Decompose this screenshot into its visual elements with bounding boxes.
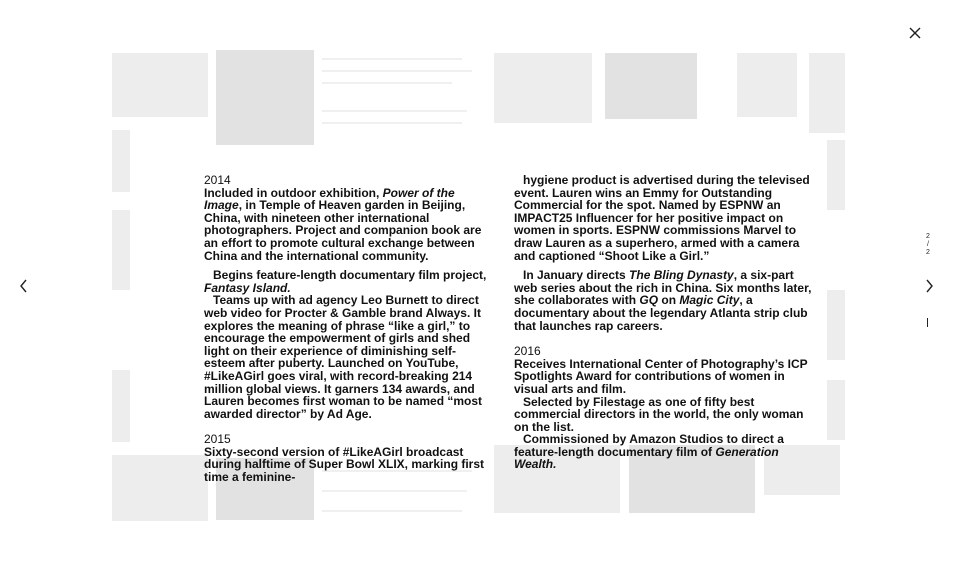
paragraph (204, 269, 496, 294)
background-photo (494, 53, 592, 123)
bio-text-right-column (514, 174, 814, 471)
text: Included in outdoor exhibition, (204, 185, 383, 200)
background-photo (737, 53, 797, 117)
text: , in Temple of Heaven garden in Beijing, China, with nineteen other international photographers. Project and companion book are an effort to promote cultural exchange between China and the international community. (204, 198, 482, 263)
page-counter-current: 2 (926, 233, 930, 240)
year-heading: 2016 (514, 344, 541, 359)
paragraph: Selected by Filestage as one of fifty best commercial directors in the world, the only woman on the list. (514, 394, 804, 434)
background-photo (216, 50, 314, 145)
background-photo (112, 370, 130, 442)
page-counter-total: 2 (926, 249, 930, 256)
text: on (658, 293, 680, 308)
year-heading: 2015 (204, 432, 231, 447)
text: , a six-part web series about the rich in China. Six months later, she collaborates with (514, 268, 812, 308)
text: Commissioned by Amazon Studios to direct a feature-length documentary film of (514, 432, 784, 459)
chevron-right-icon (919, 276, 939, 296)
film-title: Generation Wealth. (514, 444, 779, 472)
background-text-line (322, 58, 462, 60)
background-photo (605, 53, 697, 119)
background-photo (827, 140, 845, 210)
chevron-left-icon (14, 276, 34, 296)
close-button[interactable] (905, 23, 925, 43)
background-photo (112, 130, 130, 192)
text: Begins feature-length documentary film project, (213, 268, 487, 283)
background-text-line (322, 70, 472, 72)
bio-text-left-column (204, 174, 496, 484)
background-text-line (322, 490, 467, 492)
series-title: The Bling Dynasty (629, 268, 734, 283)
background-text-line (322, 82, 452, 84)
film-title: Fantasy Island. (204, 280, 291, 295)
text: , a documentary about the legendary Atlanta strip club that launches rap careers. (514, 293, 808, 333)
paragraph: Teams up with ad agency Leo Burnett to direct web video for Procter & Gamble brand Always. It explores the meaning of phrase “like a girl,” to encourage the empowerment of girls and shed light on their experience of diminishing self-esteem after puberty. Launched on YouTube, #LikeAGirl goes viral, with record-breaking 214 million global views. It garners 134 awards, and Lauren becomes first woman to be named “most awarded director” by Ad Age. (204, 293, 483, 421)
previous-button[interactable] (14, 276, 34, 296)
text: In January directs (523, 268, 630, 283)
background-photo (112, 455, 208, 521)
background-photo (112, 53, 208, 117)
documentary-title: Magic City (679, 293, 740, 308)
next-button[interactable] (919, 276, 939, 296)
paragraph (514, 433, 814, 471)
page-counter-separator: / (927, 241, 929, 248)
background-photo (827, 290, 845, 360)
page-counter (918, 233, 938, 257)
background-photo (809, 53, 845, 133)
magazine-title: GQ (639, 293, 659, 308)
background-text-line (322, 122, 462, 124)
exhibition-title: Power of the Image (204, 185, 455, 213)
year-heading: 2014 (204, 173, 231, 187)
paragraph (514, 269, 814, 332)
background-photo (112, 210, 130, 290)
background-text-line (322, 510, 462, 512)
background-text-line (322, 110, 467, 112)
close-icon (905, 23, 925, 43)
background-photo (827, 380, 845, 440)
paragraph: Sixty-second version of #LikeAGirl broadcast during halftime of Super Bowl XLIX, marking first time a feminine- (204, 444, 485, 485)
paragraph (204, 187, 496, 263)
paragraph: Receives International Center of Photography’s ICP Spotlights Award for contributions of women in visual arts and film. (514, 356, 808, 396)
scroll-indicator[interactable] (927, 318, 928, 327)
paragraph: hygiene product is advertised during the televised event. Lauren wins an Emmy for Outstanding Commercial for the spot. Named by ESPNW an IMPACT25 Influencer for her positive impact on women in sports. ESPNW commissions Marvel to draw Lauren as a superhero, armed with a camera and captioned “Shoot Like a Girl.” (514, 173, 810, 263)
